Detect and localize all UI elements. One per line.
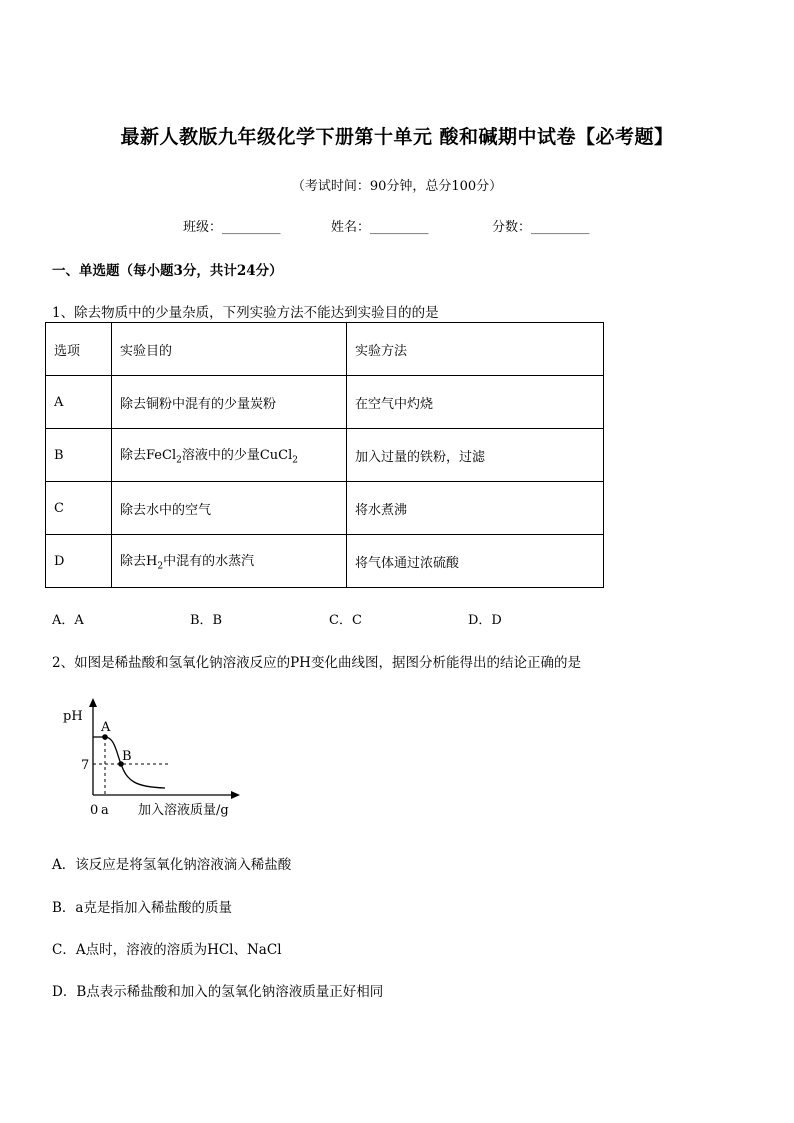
- subscript: 2: [157, 561, 164, 572]
- table-header-cell: 选项: [46, 323, 112, 376]
- subscript: 2: [176, 455, 182, 466]
- table-row: [46, 429, 604, 482]
- purpose-text: 除去FeCl: [120, 448, 177, 464]
- table-cell-option: D: [46, 535, 112, 588]
- purpose-text: 溶液中的少量CuCl: [181, 448, 293, 464]
- table-cell-option: B: [46, 429, 112, 482]
- answer-a[interactable]: A．该反应是将氢氧化钠溶液滴入稀盐酸: [52, 857, 292, 873]
- x-axis-arrow: [231, 791, 240, 799]
- table-cell-purpose: 除去铜粉中混有的少量炭粉: [112, 376, 347, 429]
- x-axis-label: 加入溶液质量/g: [138, 803, 229, 818]
- table-cell-purpose: [112, 429, 347, 482]
- table-row: [46, 482, 604, 535]
- choice-c[interactable]: C．C: [329, 613, 362, 628]
- table-header-row: [46, 323, 604, 376]
- point-a-marker: [102, 734, 108, 740]
- table-cell-purpose: 除去水中的空气: [112, 482, 347, 535]
- score-field: 分数：_________: [492, 220, 590, 235]
- y-axis-arrow: [89, 698, 97, 707]
- table-cell-method: 在空气中灼烧: [347, 376, 604, 429]
- page-title: 最新人教版九年级化学下册第十单元 酸和碱期中试卷【必考题】: [120, 126, 674, 148]
- tick-label-7: 7: [81, 758, 90, 773]
- a-tick-label: a: [101, 803, 109, 818]
- table-cell-option: A: [46, 376, 112, 429]
- question-1-stem: 1、除去物质中的少量杂质，下列实验方法不能达到实验目的的是: [52, 305, 439, 321]
- answer-b[interactable]: B．a克是指加入稀盐酸的质量: [52, 900, 232, 916]
- y-axis-label: pH: [63, 709, 83, 724]
- table-row: [46, 376, 604, 429]
- question-2-stem: 2、如图是稀盐酸和氢氧化钠溶液反应的PH变化曲线图，据图分析能得出的结论正确的是: [52, 655, 581, 671]
- section-heading: 一、单选题（每小题3分，共计24分）: [52, 263, 283, 279]
- choice-b[interactable]: B．B: [190, 613, 223, 628]
- table-header-cell: 实验方法: [347, 323, 604, 376]
- choice-a[interactable]: A．A: [52, 613, 84, 628]
- point-a-label: A: [101, 720, 111, 735]
- subscript: 2: [292, 455, 299, 466]
- question-1-table: [45, 322, 604, 588]
- purpose-text: 中混有的水蒸汽: [163, 554, 255, 570]
- answer-d[interactable]: D．B点表示稀盐酸和加入的氢氧化钠溶液质量正好相同: [52, 984, 384, 1000]
- origin-label: 0: [90, 803, 99, 818]
- table-cell-method: 将气体通过浓硫酸: [347, 535, 604, 588]
- choice-d[interactable]: D．D: [468, 613, 502, 628]
- table-row: [46, 535, 604, 588]
- table-cell-method: 将水煮沸: [347, 482, 604, 535]
- ph-curve-figure: [55, 695, 255, 825]
- exam-info: （考试时间：90分钟，总分100分）: [291, 179, 503, 194]
- purpose-text: 除去H: [120, 554, 158, 570]
- point-b-label: B: [122, 749, 132, 764]
- table-cell-method: 加入过量的铁粉，过滤: [347, 429, 604, 482]
- table-cell-option: C: [46, 482, 112, 535]
- name-field: 姓名：_________: [331, 220, 429, 235]
- table-cell-purpose: [112, 535, 347, 588]
- class-field: 班级：_________: [183, 220, 281, 235]
- table-header-cell: 实验目的: [112, 323, 347, 376]
- answer-c[interactable]: C．A点时，溶液的溶质为HCl、NaCl: [52, 942, 282, 958]
